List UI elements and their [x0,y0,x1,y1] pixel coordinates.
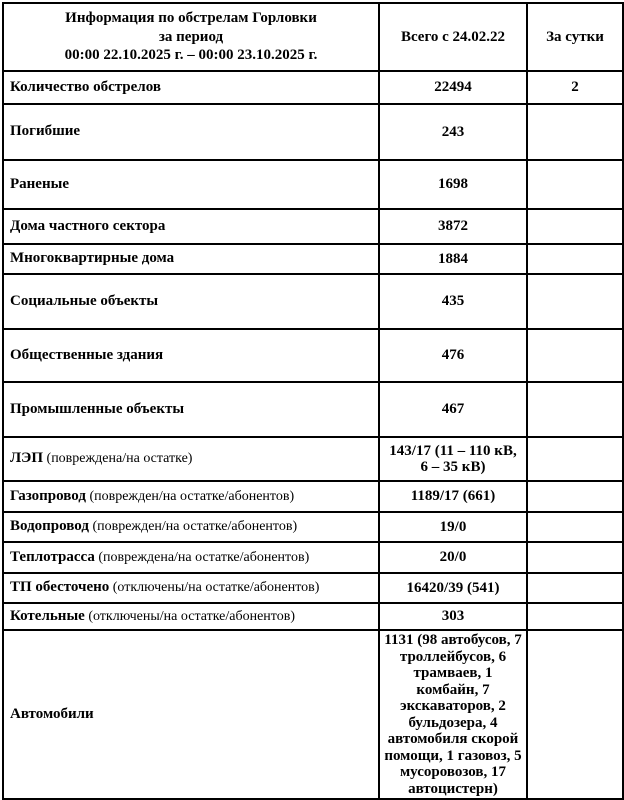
row-label: Котельные [10,607,85,624]
table-row [3,630,623,799]
table-row [3,329,623,382]
row-label: Газопровод [10,487,86,504]
row-label-cell [3,382,379,437]
row-label: Раненые [10,175,69,192]
table-row [3,573,623,603]
row-label-cell [3,329,379,382]
row-daily-value: 2 [527,71,623,104]
row-label-note: (поврежден/на остатке/абонентов) [85,488,295,504]
row-daily-value [527,573,623,603]
table-title-line-3: 00:00 22.10.2025 г. – 00:00 23.10.2025 г. [64,47,318,64]
row-label-cell [3,437,379,481]
row-daily-value [527,104,623,160]
row-label-cell [3,244,379,274]
shelling-report-table [2,2,624,800]
table-row [3,244,623,274]
table-title-line-2: за период [158,28,224,45]
row-label-cell [3,603,379,630]
row-label-cell [3,104,379,160]
row-label-cell [3,573,379,603]
row-label-cell [3,209,379,244]
row-label-note: (отключены/на остатке/абонентов) [84,608,296,624]
table-row [3,437,623,481]
row-daily-value [527,329,623,382]
row-label-note: (отключены/на остатке/абонентов) [109,580,320,596]
row-daily-value [527,382,623,437]
row-label: Автомобили [10,705,94,722]
row-total-value: 1884 [379,244,527,274]
table-row [3,542,623,573]
row-label-note: (поврежден/на остатке/абонентов) [88,519,298,535]
row-daily-value [527,209,623,244]
row-total-value: 19/0 [379,512,527,542]
row-label: ТП обесточено [10,579,110,596]
row-total-value: 476 [379,329,527,382]
row-label-cell [3,542,379,573]
row-label: Дома частного сектора [10,217,166,234]
row-daily-value [527,481,623,512]
table-row [3,481,623,512]
row-label: Общественные здания [10,346,164,363]
row-label-note: (повреждена/на остатке) [43,451,193,467]
table-row [3,382,623,437]
row-total-value: 3872 [379,209,527,244]
column-header-daily: За сутки [527,3,623,71]
row-total-value: 20/0 [379,542,527,573]
table-title-line-1: Информация по обстрелам Горловки [65,9,317,26]
row-label-cell [3,630,379,799]
row-label: Промышленные объекты [10,400,185,417]
row-label: Погибшие [10,123,81,140]
row-label: Теплотрасса [10,548,95,565]
row-label: Количество обстрелов [10,78,161,95]
row-total-value: 1698 [379,160,527,209]
column-header-total: Всего с 24.02.22 [379,3,527,71]
row-label-cell [3,512,379,542]
table-row [3,71,623,104]
row-daily-value [527,603,623,630]
row-daily-value [527,160,623,209]
table-row [3,512,623,542]
row-total-value: 22494 [379,71,527,104]
row-total-value: 467 [379,382,527,437]
table-row [3,104,623,160]
row-daily-value [527,542,623,573]
header-row [3,3,623,71]
table-row [3,209,623,244]
row-label-cell [3,71,379,104]
table-row [3,274,623,329]
row-total-value: 303 [379,603,527,630]
row-label: Многоквартирные дома [10,250,175,267]
row-label-note: (повреждена/на остатке/абонентов) [94,549,310,565]
row-label: Социальные объекты [10,292,159,309]
row-total-value: 1189/17 (661) [379,481,527,512]
table-row [3,160,623,209]
row-daily-value [527,437,623,481]
row-label: ЛЭП [10,450,44,467]
row-daily-value [527,244,623,274]
row-total-value: 143/17 (11 – 110 кВ, 6 – 35 кВ) [379,437,527,481]
row-label: Водопровод [10,518,89,535]
row-label-cell [3,160,379,209]
row-total-value: 16420/39 (541) [379,573,527,603]
row-total-value: 435 [379,274,527,329]
row-label-cell [3,481,379,512]
table-title [3,3,379,71]
row-daily-value [527,630,623,799]
table-row [3,603,623,630]
row-total-value: 243 [379,104,527,160]
row-total-value: 1131 (98 автобусов, 7 троллейбусов, 6 трамваев, 1 комбайн, 7 экскаваторов, 2 бульдозера, 4 автомобиля скорой помощи, 1 газовоз, 5 мусоровозов, 17 автоцистерн) [379,630,527,799]
row-daily-value [527,512,623,542]
row-label-cell [3,274,379,329]
row-daily-value [527,274,623,329]
